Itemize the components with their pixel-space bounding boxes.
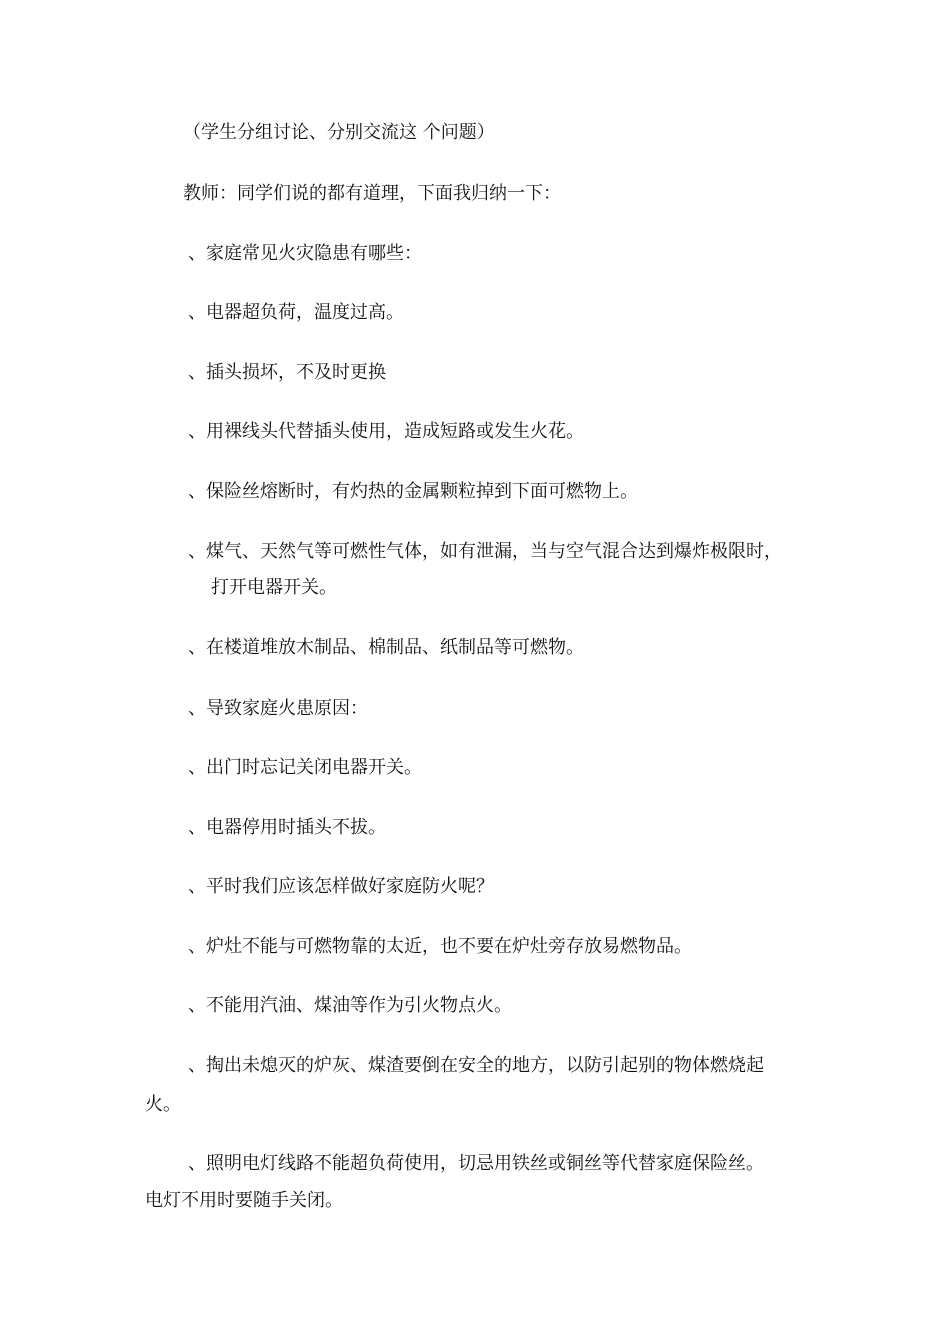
list-item: 、用裸线头代替插头使用，造成短路或发生火花。: [188, 421, 584, 442]
list-item: 、煤气、天然气等可燃性气体，如有泄漏，当与空气混合达到爆炸极限时，: [188, 541, 782, 562]
list-item: 、保险丝熔断时，有灼热的金属颗粒掉到下面可燃物上。: [188, 481, 638, 502]
list-item-continuation: 电灯不用时要随手关闭。: [145, 1190, 343, 1211]
section-heading-prevention: 、平时我们应该怎样做好家庭防火呢？: [188, 876, 494, 897]
list-item: 、在楼道堆放木制品、棉制品、纸制品等可燃物。: [188, 637, 584, 658]
list-item: 、电器超负荷，温度过高。: [188, 302, 404, 323]
list-item: 、出门时忘记关闭电器开关。: [188, 757, 422, 778]
discussion-note: （学生分组讨论、分别交流这 个问题）: [183, 122, 495, 143]
section-heading-causes: 、导致家庭火患原因：: [188, 698, 368, 719]
list-item-continuation: 打开电器开关。: [211, 577, 337, 598]
list-item: 、掏出未熄灭的炉灰、煤渣要倒在安全的地方，以防引起别的物体燃烧起: [188, 1055, 764, 1076]
list-item: 、炉灶不能与可燃物靠的太近，也不要在炉灶旁存放易燃物品。: [188, 936, 692, 957]
section-heading-hazards: 、家庭常见火灾隐患有哪些：: [188, 243, 422, 264]
list-item: 、照明电灯线路不能超负荷使用，切忌用铁丝或铜丝等代替家庭保险丝。: [188, 1153, 764, 1174]
list-item-continuation: 火。: [145, 1094, 181, 1115]
list-item: 、不能用汽油、煤油等作为引火物点火。: [188, 995, 512, 1016]
teacher-summary-intro: 教师：同学们说的都有道理，下面我归纳一下：: [183, 183, 561, 204]
list-item: 、插头损坏，不及时更换: [188, 362, 386, 383]
list-item: 、电器停用时插头不拔。: [188, 817, 386, 838]
